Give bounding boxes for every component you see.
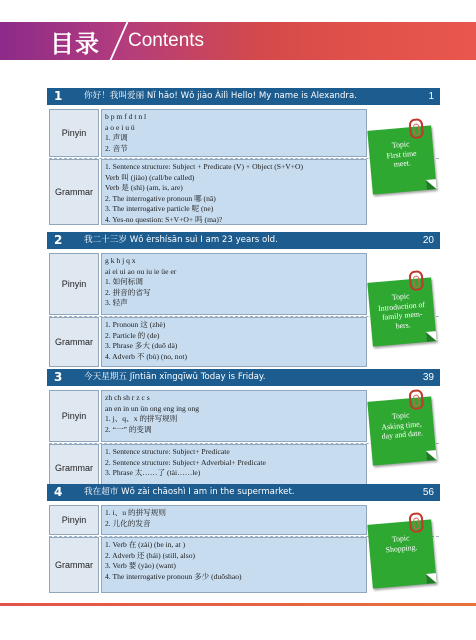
- pinyin-line: 1. 声调: [105, 133, 128, 143]
- note-fold: [426, 179, 437, 190]
- lesson-2: [47, 232, 440, 367]
- lesson-grid: [49, 109, 367, 225]
- contents-header: [0, 0, 476, 62]
- pinyin-line: ai ei ui ao ou iu ie üe er: [105, 266, 177, 276]
- lesson-1: [47, 88, 440, 225]
- pinyin-line: b p m f d t n l: [105, 112, 147, 121]
- paperclip-icon: [408, 389, 424, 410]
- lesson-number: 4: [54, 485, 63, 499]
- pinyin-line: an en in un ün ong eng ing ong: [105, 403, 200, 413]
- lesson-4: [47, 484, 440, 593]
- grammar-label: Grammar: [49, 159, 99, 225]
- pinyin-line: zh ch sh r z c s: [105, 393, 150, 402]
- pinyin-line: 2. 音节: [105, 143, 128, 153]
- grammar-line: 2. Adverb 还 (hái) (still, also): [105, 550, 196, 560]
- grammar-content: [101, 159, 367, 225]
- paperclip-inner: [413, 517, 420, 529]
- lesson-grid: [49, 253, 367, 367]
- paperclip-icon: [408, 512, 424, 533]
- pinyin-label: Pinyin: [49, 253, 99, 315]
- pinyin-row: [49, 505, 367, 535]
- lesson-page-number: 56: [422, 487, 434, 498]
- paperclip-icon: [408, 270, 424, 291]
- topic-text: Topic Shopping.: [385, 533, 418, 554]
- grammar-line: 3. Verb 要 (yào) (want): [105, 561, 176, 571]
- lesson-page-number: 20: [422, 235, 434, 246]
- grammar-row: [49, 537, 367, 593]
- lesson-number: 2: [54, 233, 63, 247]
- pinyin-row: [49, 390, 367, 442]
- grammar-line: 2. The interrogative pronoun 哪 (nǎ): [105, 193, 216, 203]
- paperclip-inner: [413, 394, 420, 406]
- grammar-row: [49, 317, 367, 367]
- lesson-title-bar[interactable]: [47, 232, 440, 249]
- topic-sticky-note: [367, 277, 436, 346]
- lesson-grid: [49, 390, 367, 492]
- pinyin-line: 1. 如何标调: [105, 277, 143, 287]
- paperclip-inner: [413, 123, 420, 135]
- grammar-label: Grammar: [49, 444, 99, 492]
- pinyin-content: [101, 253, 367, 315]
- pinyin-label: Pinyin: [49, 390, 99, 442]
- lesson-title-bar[interactable]: [47, 484, 440, 501]
- lesson-title: 你好！我叫爱丽 Nǐ hǎo! Wǒ jiào Àilì Hello! My name is Alexandra.: [84, 91, 357, 101]
- pinyin-line: 3. 轻声: [105, 298, 128, 308]
- note-fold: [426, 573, 437, 584]
- grammar-line: 1. Sentence structure: Subject + Predicate (V) + Object (S+V+O): [105, 162, 304, 171]
- grammar-content: [101, 317, 367, 367]
- pinyin-line: a o e i u ü: [105, 122, 135, 132]
- grammar-line: 1. Sentence structure: Subject+ Predicate: [105, 447, 230, 456]
- note-fold: [426, 450, 437, 461]
- grammar-line: 4. Adverb 不 (bù) (no, not): [105, 351, 188, 361]
- pinyin-content: [101, 390, 367, 442]
- topic-sticky-note: [367, 519, 436, 588]
- grammar-line: 1. Pronoun 这 (zhè): [105, 320, 166, 329]
- pinyin-row: [49, 109, 367, 157]
- pinyin-line: 2. 儿化的发音: [105, 518, 151, 528]
- lesson-3: [47, 369, 440, 492]
- paperclip-inner: [413, 275, 420, 287]
- grammar-line: 3. Phrase 多大 (duō dà): [105, 341, 178, 351]
- lesson-number: 3: [54, 370, 63, 384]
- lesson-page-number: 1: [428, 91, 434, 102]
- grammar-label: Grammar: [49, 537, 99, 593]
- grammar-row: [49, 159, 367, 225]
- lesson-title-bar[interactable]: [47, 88, 440, 105]
- lesson-title: 今天星期五 Jīntiān xīngqīwǔ Today is Friday.: [84, 372, 266, 382]
- pinyin-row: [49, 253, 367, 315]
- grammar-line: Verb 是 (shì) (am, is, are): [105, 183, 183, 193]
- lesson-page-number: 39: [422, 372, 434, 383]
- grammar-line: 2. Sentence structure: Subject+ Adverbial+ Predicate: [105, 457, 266, 467]
- lesson-title: 我在超市 Wǒ zài chāoshì I am in the supermarket.: [84, 487, 295, 497]
- grammar-line: 4. The interrogative pronoun 多少 (duōshao): [105, 571, 242, 581]
- topic-text: Topic First time meet.: [386, 139, 417, 169]
- header-title-en: Contents: [128, 30, 205, 51]
- footer-rule: [0, 603, 476, 606]
- topic-text: Topic Introduction of family mem- bers.: [377, 291, 426, 331]
- grammar-line: 3. The interrogative particle 呢 (ne): [105, 204, 214, 214]
- pinyin-line: 1. i、u 的拼写规则: [105, 508, 166, 517]
- pinyin-line: 2. “一” 的变调: [105, 424, 152, 434]
- pinyin-content: [101, 505, 367, 535]
- note-fold: [426, 331, 437, 342]
- topic-sticky-note: [367, 396, 436, 465]
- pinyin-line: 2. 拼音的省写: [105, 287, 151, 297]
- topic-text: Topic Asking time, day and date.: [381, 410, 424, 441]
- lesson-grid: [49, 505, 367, 593]
- grammar-line: 1. Verb 在 (zài) (be in, at ): [105, 540, 186, 549]
- lesson-number: 1: [54, 89, 63, 103]
- topic-sticky-note: [367, 125, 436, 194]
- pinyin-label: Pinyin: [49, 505, 99, 535]
- lesson-title-bar[interactable]: [47, 369, 440, 386]
- pinyin-content: [101, 109, 367, 157]
- grammar-line: Verb 叫 (jiào) (call/be called): [105, 172, 195, 182]
- grammar-content: [101, 537, 367, 593]
- pinyin-line: 1. j、q、x 的拼写规则: [105, 414, 178, 424]
- grammar-label: Grammar: [49, 317, 99, 367]
- pinyin-label: Pinyin: [49, 109, 99, 157]
- paperclip-icon: [408, 118, 424, 139]
- pinyin-line: g k h j q x: [105, 256, 136, 265]
- header-title-cn: 目录: [50, 30, 100, 58]
- grammar-line: 2. Particle 的 (de): [105, 330, 160, 340]
- grammar-line: 3. Phrase 太……了 (tài……le): [105, 468, 201, 478]
- lesson-title: 我二十三岁 Wǒ èrshísān suì I am 23 years old.: [84, 235, 278, 245]
- grammar-line: 4. Yes-no question: S+V+O+ 吗 (ma)?: [105, 214, 223, 224]
